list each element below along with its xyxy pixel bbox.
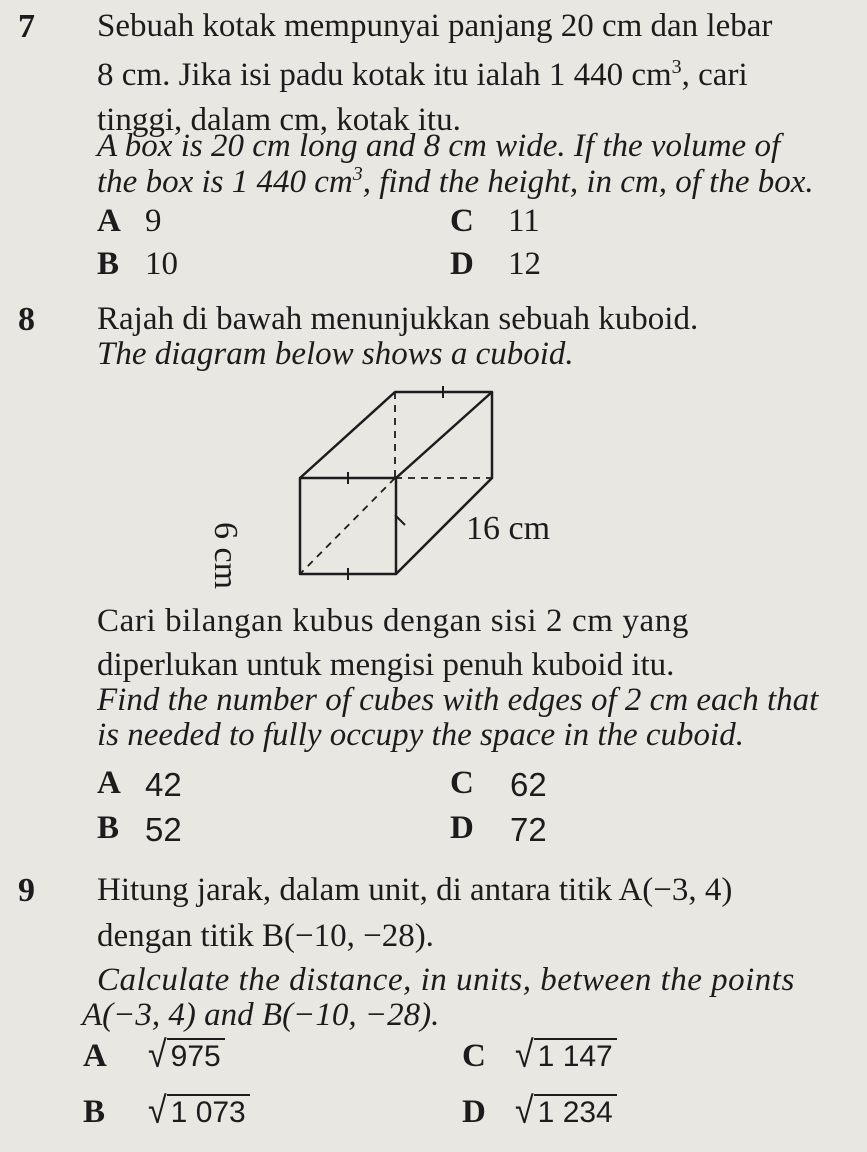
- q8-option-d-letter: D: [450, 810, 474, 846]
- q8-option-b-letter: B: [97, 810, 120, 846]
- q8-english-line-1: Find the number of cubes with edges of 2 cm each that: [97, 682, 819, 718]
- depth-label: 16 cm: [466, 510, 551, 547]
- q8-english-line-2: is needed to fully occupy the space in the cuboid.: [97, 717, 744, 753]
- q7-malay-line-3: tinggi, dalam cm, kotak itu.: [97, 102, 461, 138]
- q8-option-c-letter: C: [450, 765, 474, 801]
- q9-english-line-1: Calculate the distance, in units, between the points: [97, 962, 795, 998]
- question-7-number: 7: [18, 8, 35, 45]
- q7-option-d-letter: D: [450, 246, 474, 282]
- q7-option-c-letter: C: [450, 203, 474, 239]
- q9-malay-line-1: Hitung jarak, dalam unit, di antara titik A(−3, 4): [97, 872, 733, 908]
- q9-option-c-value: √ 1 147: [515, 1036, 617, 1075]
- q9-option-b-letter: B: [83, 1094, 106, 1130]
- sqrt-icon: √: [515, 1090, 534, 1132]
- q7-option-a-value: 9: [145, 203, 162, 239]
- q9-option-a-letter: A: [83, 1038, 107, 1074]
- q7-malay-line-1: Sebuah kotak mempunyai panjang 20 cm dan lebar: [97, 8, 773, 44]
- question-9-number: 9: [18, 872, 35, 909]
- q7-malay-line-2: 8 cm. Jika isi padu kotak itu ialah 1 440 $cm^3$, cari: [97, 56, 748, 93]
- q8-option-d-value: 72: [510, 811, 547, 848]
- q8-option-c-value: 62: [510, 766, 547, 803]
- q8-option-a-value: 42: [145, 766, 182, 803]
- q9-option-a-value: √ 975: [148, 1036, 225, 1075]
- q7-option-b-letter: B: [97, 246, 120, 282]
- q7-option-a-letter: A: [97, 203, 121, 239]
- q9-english-line-2: A(−3, 4) and B(−10, −28).: [82, 997, 440, 1033]
- q9-malay-line-2: dengan titik B(−10, −28).: [97, 918, 434, 954]
- sqrt-icon: √: [148, 1090, 167, 1132]
- q8-malay-line-1: Cari bilangan kubus dengan sisi 2 cm yang: [97, 603, 689, 639]
- q8-intro-english: The diagram below shows a cuboid.: [97, 336, 574, 372]
- q8-intro-malay: Rajah di bawah menunjukkan sebuah kuboid.: [97, 301, 699, 337]
- q9-option-b-value: √ 1 073: [148, 1092, 250, 1131]
- sqrt-icon: √: [515, 1034, 534, 1076]
- q7-option-d-value: 12: [508, 246, 541, 282]
- q7-option-c-value: 11: [508, 203, 540, 239]
- q8-option-a-letter: A: [97, 765, 121, 801]
- cuboid-diagram: [250, 370, 570, 585]
- q7-option-b-value: 10: [145, 246, 178, 282]
- q8-option-b-value: 52: [145, 811, 182, 848]
- q8-malay-line-2: diperlukan untuk mengisi penuh kuboid itu.: [97, 647, 675, 683]
- sqrt-icon: √: [148, 1034, 167, 1076]
- q9-option-d-value: √ 1 234: [515, 1092, 617, 1131]
- q7-english-line-2: the box is 1 440 $cm^3$, find the height, in cm, of the box.: [97, 163, 814, 200]
- q9-option-c-letter: C: [462, 1038, 486, 1074]
- hidden-edge-diagonal: [300, 478, 395, 574]
- question-8-number: 8: [18, 301, 35, 338]
- q7-english-line-1: A box is 20 cm long and 8 cm wide. If the volume of: [97, 128, 781, 164]
- cuboid-top-face: [300, 392, 492, 478]
- q9-option-d-letter: D: [462, 1094, 486, 1130]
- height-label: 6 cm: [207, 522, 244, 590]
